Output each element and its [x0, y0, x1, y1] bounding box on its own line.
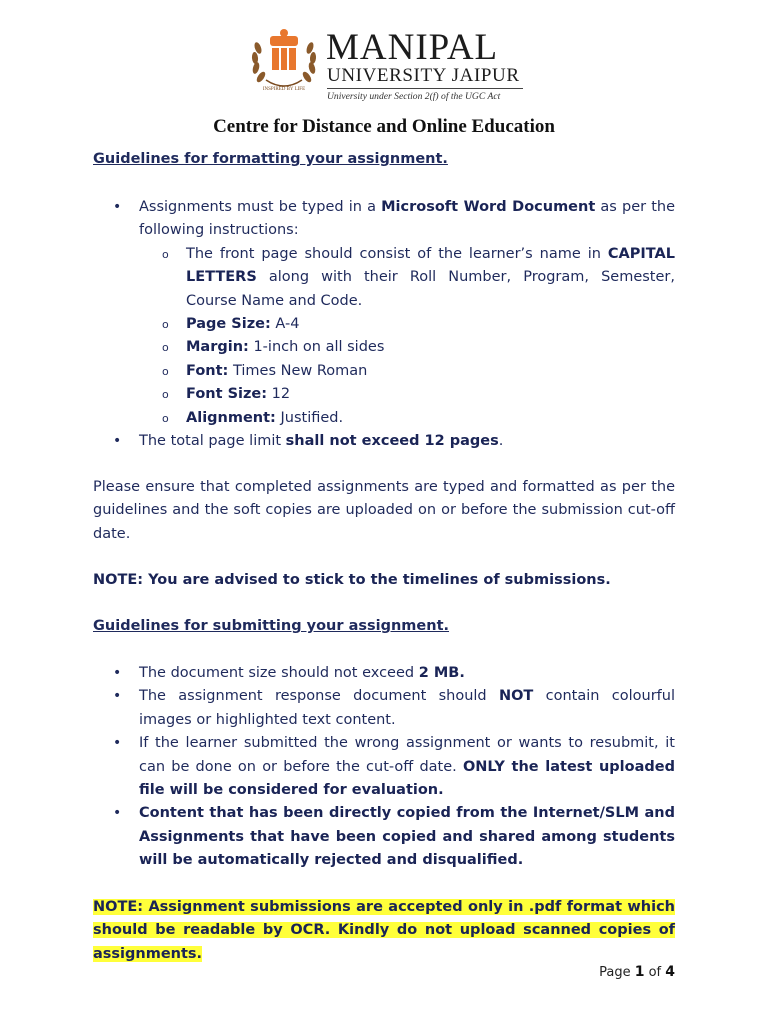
bold-text: Margin:: [186, 339, 249, 356]
text: The total page limit: [139, 433, 286, 450]
text: The document size should not exceed: [139, 665, 419, 681]
brand-text: [326, 27, 523, 102]
formatting-heading: Guidelines for formatting your assignment.: [93, 151, 448, 167]
brand-subtitle: University under Section 2(f) of the UGC Act: [327, 91, 501, 102]
bold-text: Content that has been directly copied from the Internet/SLM and Assignments that have been copied and shared among students will be automatically rejected and disqualified.: [139, 805, 675, 869]
text: If the learner submitted the wrong assignment or wants to resubmit, it can be done on or before the cut-off date.: [139, 735, 675, 775]
sub-list-item: [139, 407, 675, 430]
submitting-heading: Guidelines for submitting your assignment.: [93, 618, 450, 634]
circle-bullet-icon: o: [162, 341, 169, 355]
text: The assignment response document should: [139, 688, 499, 705]
bullet-icon: •: [113, 199, 122, 215]
university-logo: [248, 27, 538, 102]
bold-text: Page Size:: [186, 316, 271, 333]
list-item: [93, 662, 675, 685]
sub-list-item: [139, 383, 675, 406]
bullet-icon: •: [113, 433, 122, 450]
sub-list-item: [139, 243, 675, 313]
timeline-note: NOTE: You are advised to stick to the timelines of submissions.: [93, 572, 611, 588]
page-number: [599, 964, 675, 980]
text: contain colourful images or highlighted text content.: [139, 688, 675, 728]
circle-bullet-icon: o: [162, 247, 169, 261]
bold-text: CAPITAL LETTERS: [186, 245, 675, 286]
brand-university: UNIVERSITY JAIPUR: [327, 65, 520, 86]
text: A-4: [270, 316, 300, 333]
bold-text: 2 MB.: [418, 665, 465, 681]
bold-text: Alignment:: [186, 409, 276, 426]
bold-text: Font:: [186, 362, 229, 379]
svg-text:INSPIRED BY LIFE: INSPIRED BY LIFE: [262, 87, 306, 92]
sub-list-item: [139, 313, 675, 336]
bullet-icon: •: [113, 665, 122, 681]
brand-name: MANIPAL: [326, 27, 499, 68]
text: The front page should consist of the learner’s name in: [186, 245, 608, 262]
sub-list-item: [139, 360, 675, 383]
list-item: [93, 685, 675, 732]
text: Justified.: [275, 409, 344, 426]
formatting-list: [93, 196, 675, 453]
bullet-icon: •: [113, 688, 122, 705]
brand-divider: [327, 88, 523, 89]
bullet-icon: •: [113, 805, 122, 822]
bold-text: Font Size:: [186, 386, 268, 403]
bold-text: ONLY the latest uploaded file will be considered for evaluation.: [139, 758, 675, 799]
centre-title: Centre for Distance and Online Education: [213, 116, 555, 137]
circle-bullet-icon: o: [162, 388, 169, 402]
university-seal-icon: [248, 28, 320, 98]
text: 12: [267, 386, 291, 403]
bold-text: shall not exceed 12 pages: [285, 433, 499, 450]
list-item: [93, 430, 675, 453]
circle-bullet-icon: o: [162, 318, 169, 332]
current-page: 1: [634, 964, 645, 980]
submitting-list: [93, 662, 675, 873]
list-item: [93, 196, 675, 430]
pdf-format-note: [93, 896, 675, 966]
list-item: [93, 802, 675, 872]
text: Assignments must be typed in a: [139, 199, 382, 215]
page-label: Page: [599, 965, 635, 980]
total-pages: 4: [665, 964, 675, 980]
text: Times New Roman: [228, 362, 368, 379]
of-label: of: [644, 965, 666, 980]
circle-bullet-icon: o: [162, 364, 169, 378]
ensure-paragraph: Please ensure that completed assignments are typed and formatted as per the guidelines and the soft copies are uploaded on or before the submission cut-off date.: [93, 479, 675, 542]
text: as per the following instructions:: [139, 199, 675, 239]
sub-list-item: [139, 336, 675, 359]
text: along with their Roll Number, Program, Semester, Course Name and Code.: [186, 269, 675, 309]
bold-text: NOT: [498, 688, 534, 705]
text: 1-inch on all sides: [248, 339, 385, 356]
text: .: [498, 433, 504, 450]
highlighted-text: NOTE: Assignment submissions are accepted only in .pdf format which should be readable by OCR. Kindly do not upload scanned copies of assignments.: [93, 899, 675, 962]
circle-bullet-icon: o: [162, 411, 169, 425]
list-item: [93, 732, 675, 802]
bold-text: Microsoft Word Document: [381, 199, 596, 215]
bullet-icon: •: [113, 735, 122, 752]
